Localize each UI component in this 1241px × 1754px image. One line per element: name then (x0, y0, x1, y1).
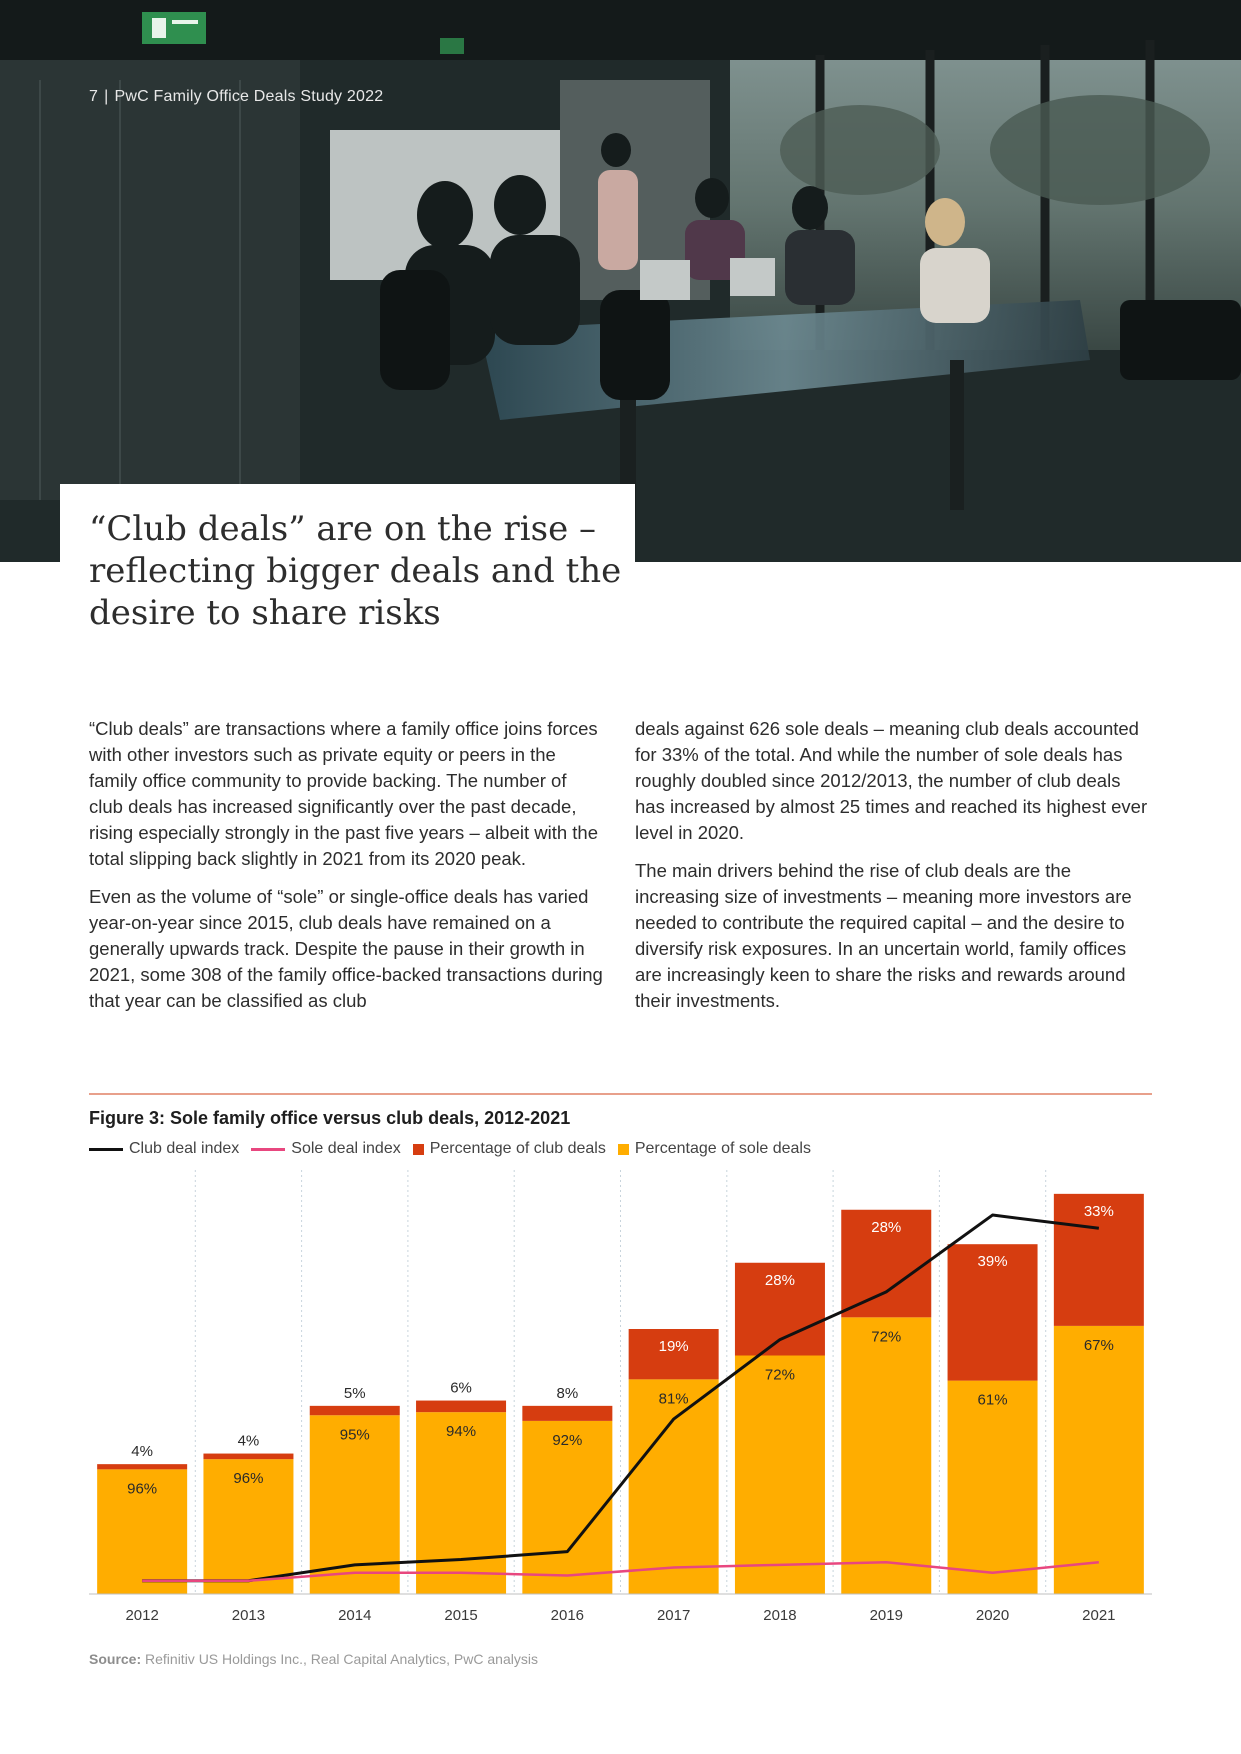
data-label-sole: 96% (127, 1480, 158, 1498)
data-label-club: 19% (658, 1338, 689, 1355)
data-label-sole: 67% (1083, 1336, 1114, 1354)
x-tick-label: 2017 (656, 1607, 691, 1624)
data-label-sole: 94% (446, 1423, 477, 1441)
paragraph: “Club deals” are transactions where a family office joins forces with other investors such as private equity or peers in the family office community to provide backing. The number of club deals has increased significantly over the past decade, rising especially strongly in the past five years – albeit with the total slipping back slightly in 2021 from its 2020 peak. (89, 718, 599, 869)
bar-club-2014 (310, 1406, 400, 1415)
paragraph: Even as the volume of “sole” or single-office deals has varied year-on-year since 2015, club deals have remained on a generally upwards track. Despite the pause in their growth in 2021, some 308 of the family office-backed transactions during that year can be classified as club (89, 886, 603, 1011)
data-label-sole: 92% (552, 1431, 583, 1449)
data-label-club: 4% (131, 1443, 153, 1461)
x-tick-label: 2015 (444, 1607, 478, 1624)
legend-label: Sole deal index (291, 1140, 401, 1157)
page-title: “Club deals” are on the rise – reflecting bigger deals and the desire to share risks (89, 509, 622, 633)
x-tick-label: 2018 (763, 1607, 797, 1624)
x-tick-label: 2016 (550, 1607, 585, 1624)
exit-sign-icon (142, 12, 206, 44)
legend-box-swatch (413, 1144, 424, 1155)
data-label-club: 28% (871, 1218, 902, 1236)
chart-legend (89, 1140, 823, 1158)
paragraph: The main drivers behind the rise of club deals are the increasing size of investments – meaning more investors are needed to contribute the required capital – and the desire to diversify risk exposures. In an uncertain world, family offices are increasingly keen to share the risks and rewards around their investments. (635, 860, 1132, 1011)
source-note (89, 1651, 538, 1667)
bar-sole-2019 (841, 1317, 931, 1594)
bar-club-2013 (203, 1454, 293, 1460)
page-number: 7 (89, 88, 99, 105)
legend-line-swatch (251, 1148, 285, 1151)
x-tick-label: 2021 (1082, 1607, 1116, 1624)
legend-label: Percentage of sole deals (634, 1140, 811, 1157)
stacked-bar-chart (89, 1170, 1152, 1630)
bar-sole-2018 (735, 1356, 825, 1595)
x-tick-label: 2014 (338, 1607, 372, 1624)
bar-club-2016 (522, 1406, 612, 1421)
figure-divider (89, 1093, 1152, 1095)
header-separator: | (104, 88, 109, 105)
legend-item-sole-percentage (618, 1140, 811, 1158)
bar-club-2015 (416, 1401, 506, 1413)
data-label-club: 28% (764, 1271, 795, 1289)
data-label-club: 8% (556, 1384, 579, 1402)
body-column-left (89, 716, 604, 1026)
meeting-room-illustration (0, 0, 1241, 562)
hero-photo (0, 0, 1241, 562)
data-label-club: 33% (1083, 1202, 1114, 1220)
legend-label: Club deal index (129, 1140, 240, 1157)
data-label-sole: 61% (977, 1391, 1008, 1409)
publication-name: PwC Family Office Deals Study 2022 (114, 88, 384, 105)
legend-item-sole-index (251, 1140, 400, 1158)
data-label-sole: 81% (658, 1390, 689, 1408)
body-column-right (635, 716, 1150, 1026)
bar-sole-2017 (629, 1379, 719, 1594)
data-label-club: 6% (450, 1379, 472, 1397)
x-tick-label: 2019 (869, 1607, 903, 1624)
paragraph: deals against 626 sole deals – meaning club deals accounted for 33% of the total. And while the number of sole deals has roughly doubled since 2012/2013, the number of club deals has increased by almost 25 times and reached its highest ever level in 2020. (635, 718, 1148, 843)
legend-box-swatch (618, 1144, 629, 1155)
legend-line-swatch (89, 1148, 123, 1151)
data-label-sole: 96% (233, 1470, 264, 1488)
x-tick-label: 2020 (975, 1607, 1010, 1624)
bar-sole-2020 (948, 1381, 1038, 1594)
legend-label: Percentage of club deals (429, 1140, 606, 1157)
source-text: Refinitiv US Holdings Inc., Real Capital Analytics, PwC analysis (141, 1651, 538, 1667)
page-header (89, 88, 383, 106)
x-tick-label: 2012 (125, 1607, 159, 1624)
data-label-club: 4% (237, 1432, 260, 1450)
data-label-club: 39% (977, 1253, 1008, 1271)
data-label-sole: 95% (339, 1426, 370, 1444)
data-label-sole: 72% (764, 1366, 795, 1384)
bar-club-2012 (97, 1464, 187, 1469)
bar-sole-2021 (1054, 1326, 1144, 1594)
legend-item-club-percentage (413, 1140, 606, 1158)
data-label-sole: 72% (871, 1328, 902, 1346)
source-label: Source: (89, 1651, 142, 1667)
data-label-club: 5% (343, 1384, 366, 1402)
figure-title: Figure 3: Sole family office versus club deals, 2012-2021 (89, 1108, 571, 1128)
legend-item-club-index (89, 1140, 239, 1158)
x-tick-label: 2013 (231, 1607, 266, 1624)
